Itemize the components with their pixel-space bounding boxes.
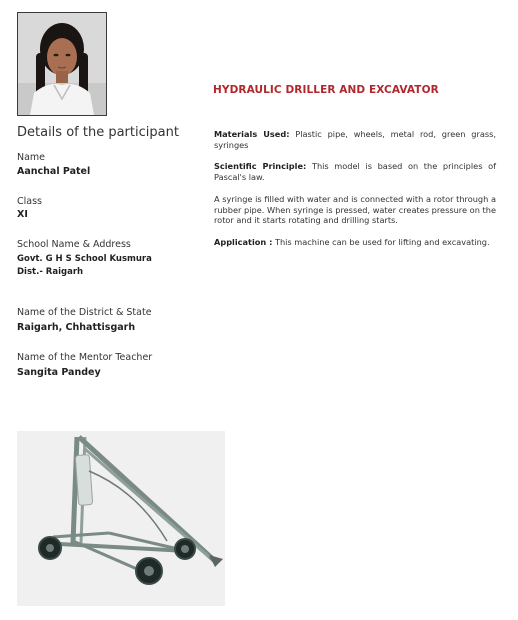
application-text: This machine can be used for lifting and excavating.	[274, 237, 490, 247]
participant-portrait-image	[18, 13, 106, 115]
participant-name: Aanchal Patel	[17, 166, 91, 177]
materials-paragraph	[214, 129, 496, 150]
model-photo	[17, 431, 225, 606]
school-name: Govt. G H S School Kusmura	[17, 254, 152, 264]
class-label: Class	[17, 196, 42, 207]
mentor-name: Sangita Pandey	[17, 367, 101, 378]
participant-details-heading: Details of the participant	[17, 125, 179, 140]
participant-class: XI	[17, 209, 28, 220]
principle-text: This model is based on the principles of Pascal's law.	[214, 161, 496, 182]
principle-paragraph	[214, 161, 496, 182]
project-title: HYDRAULIC DRILLER AND EXCAVATOR	[213, 84, 439, 96]
materials-label: Materials Used:	[214, 129, 290, 139]
materials-text: Plastic pipe, wheels, metal rod, green grass, syringes	[214, 129, 496, 150]
description-paragraph: A syringe is filled with water and is connected with a rotor through a rubber pipe. When syringe is pressed, water creates pressure on the rotor and it starts rotating and drilling starts.	[214, 194, 496, 225]
school-address: Dist.- Raigarh	[17, 267, 84, 277]
mentor-label: Name of the Mentor Teacher	[17, 352, 153, 363]
district-state: Raigarh, Chhattisgarh	[17, 322, 136, 333]
name-label: Name	[17, 152, 46, 163]
participant-photo	[17, 12, 107, 116]
district-label: Name of the District & State	[17, 307, 152, 318]
application-label: Application :	[214, 237, 273, 247]
application-paragraph	[214, 237, 496, 248]
principle-label: Scientific Principle:	[214, 161, 307, 171]
school-label: School Name & Address	[17, 239, 131, 250]
excavator-model-image	[17, 431, 225, 606]
